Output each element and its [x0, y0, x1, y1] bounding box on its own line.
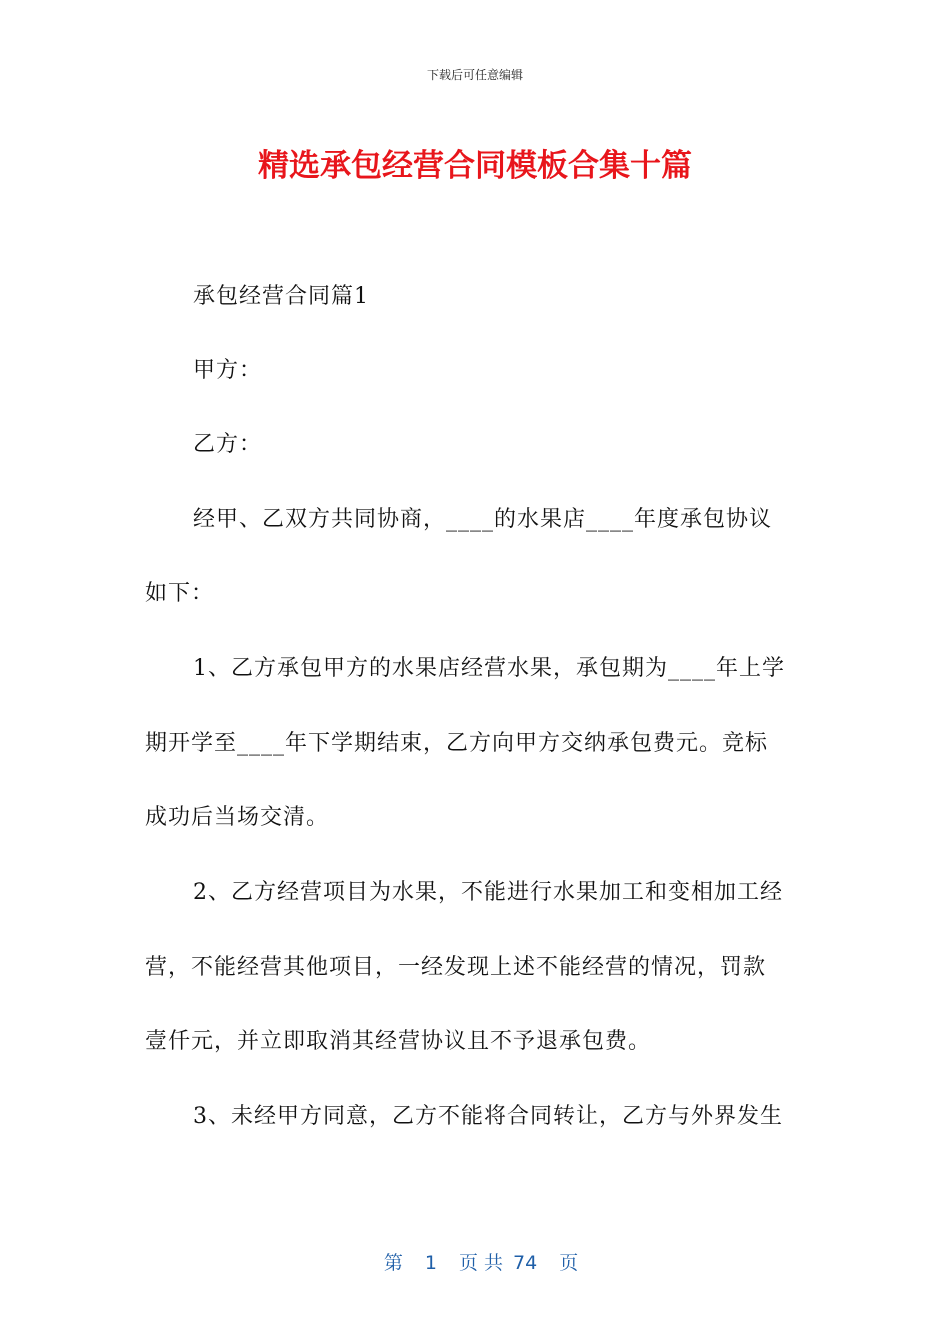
paragraph-line: 经甲、乙双方共同协商，____的水果店____年度承包协议: [193, 507, 773, 532]
footer-mid: 页 共: [458, 1252, 504, 1274]
paragraph-line: 成功后当场交清。: [145, 805, 330, 830]
paragraph-line: 如下：: [145, 581, 215, 606]
total-pages-number: 74: [513, 1252, 538, 1274]
page-footer: [0, 1226, 950, 1275]
section-heading: 承包经营合同篇1: [193, 284, 369, 309]
document-title: 精选承包经营合同模板合集十篇: [258, 148, 692, 184]
paragraph-line: 1、乙方承包甲方的水果店经营水果，承包期为____年上学: [193, 656, 785, 681]
paragraph-line: 3、未经甲方同意，乙方不能将合同转让，乙方与外界发生: [193, 1104, 783, 1129]
header-note: 下载后可任意编辑: [426, 68, 523, 82]
paragraph-line: 2、乙方经营项目为水果，不能进行水果加工和变相加工经: [193, 880, 783, 905]
paragraph-line: 营，不能经营其他项目，一经发现上述不能经营的情况，罚款: [145, 955, 767, 980]
party-a-line: 甲方：: [193, 358, 263, 383]
paragraph-line: 期开学至____年下学期结束，乙方向甲方交纳承包费元。竞标: [145, 731, 769, 756]
current-page-number: 1: [424, 1252, 437, 1274]
paragraph-line: 壹仟元，并立即取消其经营协议且不予退承包费。: [145, 1029, 652, 1054]
footer-prefix: 第: [383, 1252, 403, 1274]
party-b-line: 乙方：: [193, 432, 263, 457]
footer-suffix: 页: [559, 1252, 579, 1274]
